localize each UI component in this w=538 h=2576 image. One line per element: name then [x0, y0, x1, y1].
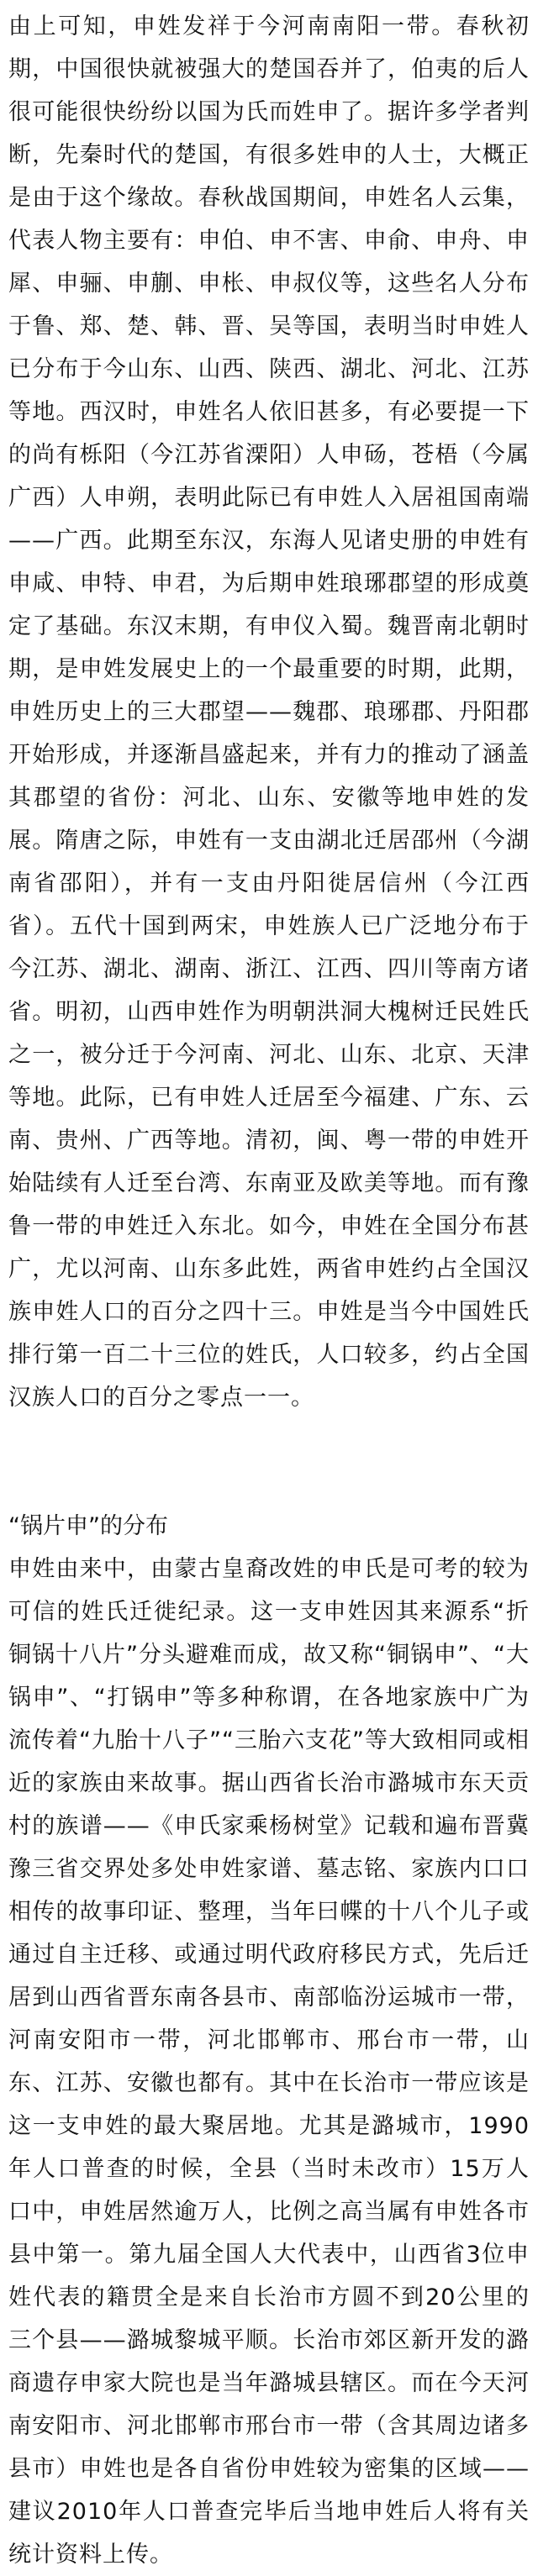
- section-paragraph: 申姓由来中，由蒙古皇裔改姓的申氏是可考的较为可信的姓氏迁徙纪录。这一支申姓因其来源系“折铜锅十八片”分头避难而成，故又称“铜锅申”、“大锅申”、“打锅申”等多种称谓，在各地家族中广为流传着“九胎十八子”“三胎六支花”等大致相同或相近的家族由来故事。据山西省长治市潞城市东天贡村的族谱——《申氏家乘杨树堂》记载和遍布晋冀豫三省交界处多处申姓家谱、墓志铭、家族内口口相传的故事印证、整理，当年曰幉的十八个儿子或通过自主迁移、或通过明代政府移民方式，先后迁居到山西省晋东南各县市、南部临汾运城市一带，河南安阳市一带，河北邯郸市、邢台市一带，山东、江苏、安徽也都有。其中在长治市一带应该是这一支申姓的最大聚居地。尤其是潞城市，1990年人口普查的时候，全县（当时未改市）15万人口中，申姓居然逾万人，比例之高当属有申姓各市县中第一。第九届全国人大代表中，山西省3位申姓代表的籍贯全是来自长治市方圆不到20公里的三个县——潞城黎城平顺。长治市郊区新开发的潞商遗存申家大院也是当年潞城县辖区。而在今天河南安阳市、河北邯郸市邢台市一带（含其周边诸多县市）申姓也是各自省份申姓较为密集的区域——建议2010年人口普查完毕后当地申姓后人将有关统计资料上传。: [8, 1556, 530, 2568]
- section-title: “锅片申”的分布: [8, 1513, 168, 1539]
- intro-paragraph: 由上可知，申姓发祥于今河南南阳一带。春秋初期，中国很快就被强大的楚国吞并了，伯夷的后人很可能很快纷纷以国为氏而姓申了。据许多学者判断，先秦时代的楚国，有很多姓申的人士，大概正是由于这个缘故。春秋战国期间，申姓名人云集，代表人物主要有：申伯、申不害、申俞、申舟、申犀、申骊、申蒯、申枨、申叔仪等，这些名人分布于鲁、郑、楚、韩、晋、吴等国，表明当时申姓人已分布于今山东、山西、陕西、湖北、河北、江苏等地。西汉时，申姓名人依旧甚多，有必要提一下的尚有栎阳（今江苏省溧阳）人申砀，苍梧（今属广西）人申朔，表明此际已有申姓人入居祖国南端——广西。此期至东汉，东海人见诸史册的申姓有申咸、申特、申君，为后期申姓琅琊郡望的形成奠定了基础。东汉末期，有申仪入蜀。魏晋南北朝时期，是申姓发展史上的一个最重要的时期，此期，申姓历史上的三大郡望——魏郡、琅琊郡、丹阳郡开始形成，并逐渐昌盛起来，并有力的推动了涵盖其郡望的省份：河北、山东、安徽等地申姓的发展。隋唐之际，申姓有一支由湖北迁居邵州（今湖南省邵阳），并有一支由丹阳徙居信州（今江西省）。五代十国到两宋，申姓族人已广泛地分布于今江苏、湖北、湖南、浙江、江西、四川等南方诸省。明初，山西申姓作为明朝洪洞大槐树迁民姓氏之一，被分迁于今河南、河北、山东、北京、天津等地。此际，已有申姓人迁居至今福建、广东、云南、贵州、广西等地。清初，闽、粤一带的申姓开始陆续有人迁至台湾、东南亚及欧美等地。而有豫鲁一带的申姓迁入东北。如今，申姓在全国分布甚广，尤以河南、山东多此姓，两省申姓约占全国汉族申姓人口的百分之四十三。申姓是当今中国姓氏排行第一百二十三位的姓氏，人口较多，约占全国汉族人口的百分之零点一一。: [8, 13, 530, 1411]
- section-gap: [8, 1419, 530, 1505]
